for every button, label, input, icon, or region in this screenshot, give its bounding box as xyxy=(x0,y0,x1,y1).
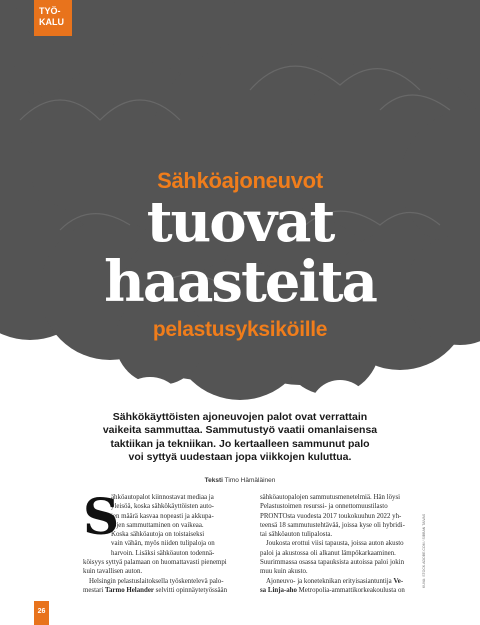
body-line: Helsingin pelastuslaitoksella työskentelevä palo- xyxy=(89,577,224,585)
body-column-2 xyxy=(260,493,424,595)
body-line: Koska sähköautoja on toistaiseksi xyxy=(111,531,205,539)
body-line: tai sähköauton tulipalosta. xyxy=(260,531,333,539)
section-tag-line1: TYÖ- xyxy=(39,6,61,16)
body-line: kuin tavallisen auton. xyxy=(83,568,143,576)
lead-line: Sähkökäyttöisten ajoneuvojen palot ovat verrattain xyxy=(112,411,368,423)
photo-credit: KUVA: STOCK.ADOBE.COM / SIBBAN TAIVAS xyxy=(422,513,426,588)
body-line: muu kuin akusto. xyxy=(260,568,308,576)
lead-line: voi syttyä uudestaan jopa viikkojen kuluttua. xyxy=(128,451,352,464)
body-line: Suurimmassa osassa tapauksista autoissa paloi jokin xyxy=(260,559,405,567)
body-line: lojen sammuttaminen on vaikeaa. xyxy=(111,521,204,529)
body-line: sa Linja-aho Metropolia-ammattikorkeakoulusta on xyxy=(260,586,405,594)
body-line: sähköautopalojen sammutusmenetelmiä. Hän löysi xyxy=(260,494,401,501)
page-number: 26 xyxy=(34,601,49,625)
body-line: Ajoneuvo- ja koneteknikan erityisasiantuntija Ve- xyxy=(266,577,404,585)
byline-label: Teksti xyxy=(204,477,223,484)
body-line: yleisöä, koska sähkökäyttöisten auto- xyxy=(111,503,214,511)
lead-paragraph xyxy=(92,411,388,465)
byline-author: Timo Hämäläinen xyxy=(224,477,276,484)
body-column-1 xyxy=(83,487,247,595)
body-line: köisyys syttyä palamaan on huomattavasti pienempi xyxy=(83,559,227,567)
body-line: teensä 18 sammutustehtävää, joissa kyse oli hybridi- xyxy=(260,521,405,529)
section-tag xyxy=(34,0,72,36)
body-line: mestari Tarmo Helander selvitti opinnäytetyössään xyxy=(83,586,228,594)
body-line: jen määrä kasvaa nopeasti ja akkupa- xyxy=(111,512,214,520)
body-line: Pelastustoimen resurssi- ja onnettomuustilasto xyxy=(260,503,388,511)
section-tag-line2: KALU xyxy=(39,17,64,27)
headline-subtitle: pelastusyksiköille xyxy=(152,318,328,341)
lead-line: vaikeita sammuttaa. Sammutustyö vaatii omanlaisensa xyxy=(102,424,378,437)
drop-cap: S xyxy=(83,487,120,546)
lead-line: taktiikan ja tekniikan. Jo kertaalleen sammunut palo xyxy=(110,437,370,450)
body-line: ähköautopalot kiinnostavat mediaa ja xyxy=(111,494,214,501)
body-line: harvoin. Lisäksi sähköauton todennä- xyxy=(111,549,215,557)
headline-line1: tuovat xyxy=(146,189,334,255)
headline-line2: haasteita xyxy=(104,249,376,315)
byline xyxy=(0,477,480,484)
body-line: PRONTOsta vuodesta 2017 toukokuuhun 2022 yh- xyxy=(260,512,402,520)
body-line: vain vähän, myös niiden tulipaloja on xyxy=(111,540,215,548)
body-line: Joukosta erottui viisi tapausta, joissa auton akusto xyxy=(266,540,404,548)
body-line: paloi ja akustossa oli alkanut lämpökarkaaminen. xyxy=(260,549,396,557)
headline-kicker: Sähköajoneuvot xyxy=(157,168,323,193)
